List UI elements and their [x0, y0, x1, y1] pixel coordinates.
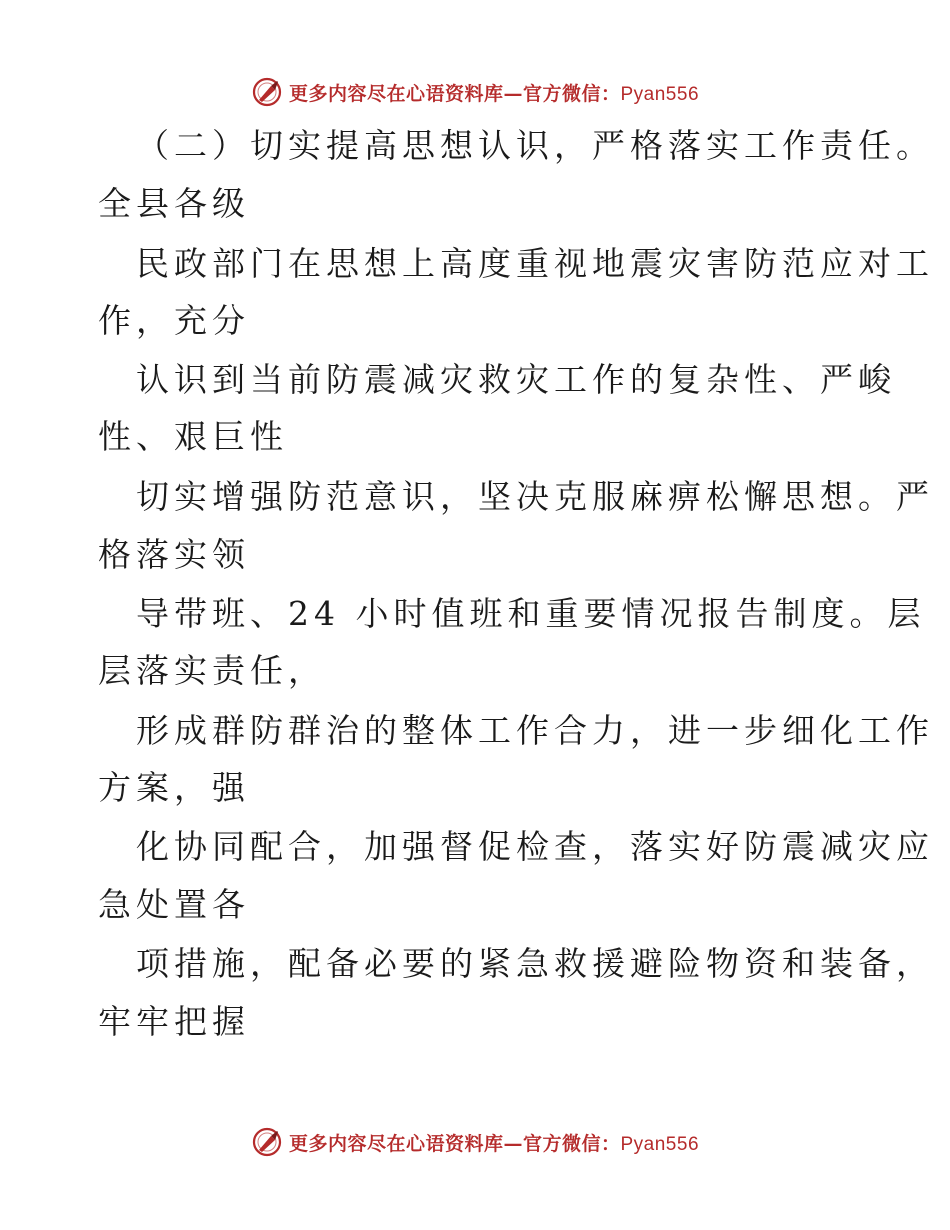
banner-slogan: 更多内容尽在心语资料库—官方微信： — [288, 1132, 621, 1155]
body-line: 性、艰巨性 — [98, 417, 288, 456]
pen-nib-logo-icon — [251, 1126, 283, 1158]
body-line: 项措施，配备必要的紧急救援避险物资和装备， — [136, 944, 934, 983]
body-line: 全县各级 — [98, 184, 250, 223]
body-line: （二）切实提高思想认识，严格落实工作责任。 — [136, 126, 934, 165]
body-line: 牢牢把握 — [98, 1002, 250, 1041]
body-line: 化协同配合，加强督促检查，落实好防震减灾应 — [136, 827, 934, 866]
body-line: 民政部门在思想上高度重视地震灾害防范应对工 — [136, 244, 934, 283]
body-line: 方案，强 — [98, 768, 250, 807]
banner-slogan: 更多内容尽在心语资料库—官方微信： — [288, 82, 621, 105]
banner-wechat-id: Pyan556 — [620, 83, 700, 105]
body-line: 导带班、24 小时值班和重要情况报告制度。层 — [136, 594, 926, 633]
footer-banner — [0, 1122, 950, 1162]
banner-wechat-id: Pyan556 — [620, 1133, 700, 1155]
banner-text — [289, 1129, 699, 1156]
body-line: 急处置各 — [98, 885, 250, 924]
body-line: 切实增强防范意识，坚决克服麻痹松懈思想。严 — [136, 477, 934, 516]
body-line: 形成群防群治的整体工作合力，进一步细化工作 — [136, 711, 934, 750]
body-line: 格落实领 — [98, 535, 250, 574]
body-line: 作，充分 — [98, 301, 250, 340]
body-line: 层落实责任， — [98, 651, 326, 690]
body-line: 认识到当前防震减灾救灾工作的复杂性、严峻 — [136, 360, 896, 399]
